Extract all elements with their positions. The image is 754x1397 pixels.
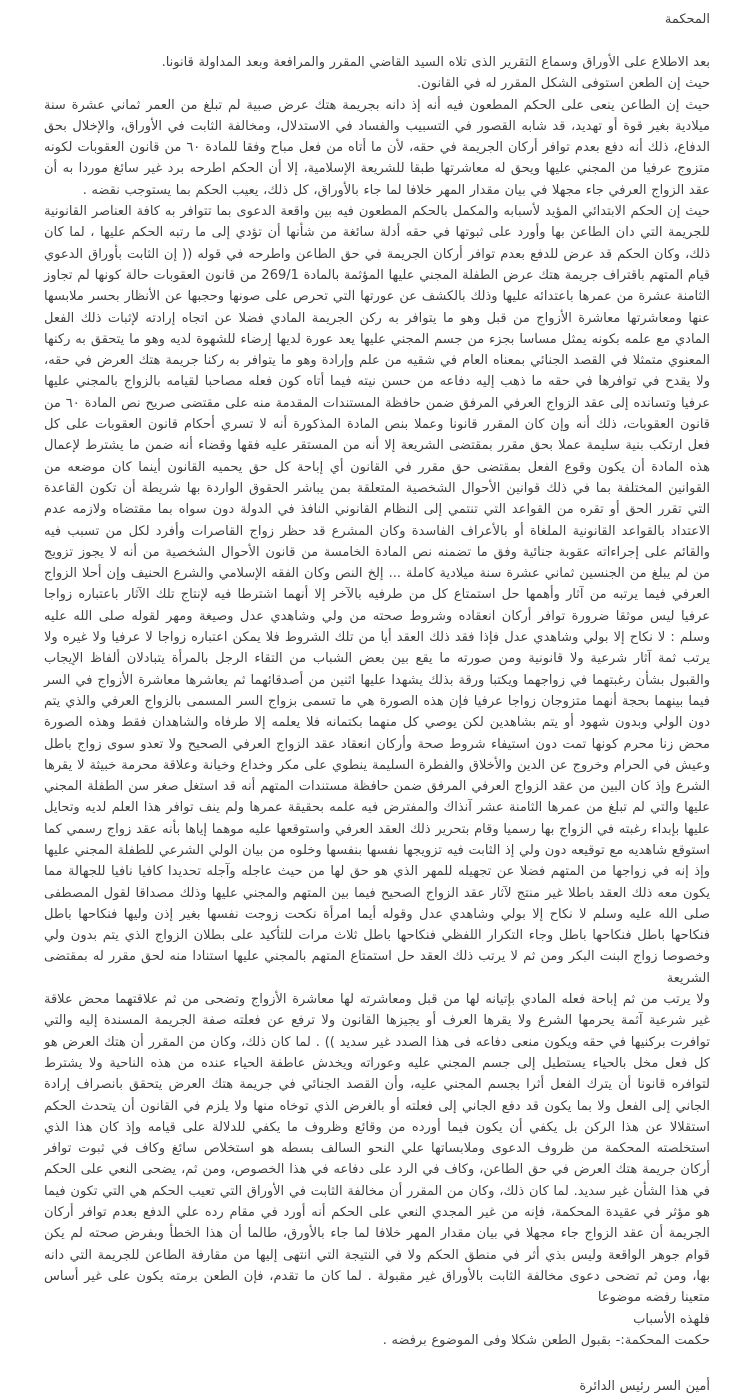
- signature-line: أمين السر رئيس الدائرة: [579, 1379, 710, 1395]
- paragraph-ruling: حكمت المحكمة:- بقبول الطعن شكلا وفى الموضوع برفضه .: [382, 1332, 710, 1348]
- paragraph-form-admissibility: حيث إن الطعن استوفى الشكل المقرر له في القانون.: [417, 76, 710, 92]
- paragraph-for-these-reasons: فلهذه الأسباب: [633, 1311, 710, 1327]
- paragraph-preamble: بعد الاطلاع على الأوراق وسماع التقرير الذى تلاه السيد القاضي المقرر والمرافعة وبعد المداولة قانونا.: [161, 55, 710, 70]
- paragraph-court-response: ولا يرتب من ثم إباحة فعله المادي بإتيانه لها من قبل ومعاشرته لها معاشرة الأزواج وتضحى من ثم علاقتهما محض علاقة غير شرعية آثمة يحرمها الشرع ولا يقرها العرف أو يجيزها القانون ولا ترفع عن فعلته صفة الجريمة المسندة إليه والتي توافرت بركنيها في حقه ويكون منعى دفاعه فى هذا الصدد غير سديد )) . لما كان ذلك، وكان من المقرر أن هتك العرض هو كل فعل مخل بالحياء يستطيل إلى جسم المجني عليه وعوراته ويخدش عاطفة الحياء عنده من هذه الناحية ولا يشترط لتوافره قانونا أن يترك الفعل أثرا بجسم المجني عليه، وأن القصد الجنائي في جريمة هتك العرض يتحقق بانصراف إرادة الجاني إلى الفعل ولا بما يكون قد دفع الجاني إلى فعلته أو بالغرض الذي توخاه منها ولا يلزم في القانون أن يتحدث الحكم استقلالا عن هذا الركن بل يكفي أن يكون فيما أورده من وقائع وظروف ما يكفي للدلالة على قيامه وإذ كان هذا الذي استخلصته المحكمة من ظروف الدعوى وملابساتها علي النحو السالف بسطه هو استخلاص سائغ وكاف في ثبوت توافر أركان جريمة هتك العرض في حق الطاعن، وكاف في الرد على دفاعه في هذا الخصوص، ومن ثم، يضحى النعي على الحكم في هذا الشأن غير سديد. لما كان ذلك، وكان من المقرر أن مخالفة الثابت في الأوراق التي تعيب الحكم هي التي تكون فيما هو مؤثر في عقيدة المحكمة، فإنه من غير المجدي النعي على الحكم أنه أورد في مقام رده علي الدفع بعدم توافر أركان الجريمة أن عقد الزواج جاء مجهلا في بيان مقدار المهر خلافا لما جاء بالأورق، طالما أن هذا الخطأ وبفرض صحته لم يكن قوام جوهر الواقعة وليس بذي أثر في منطق الحكم ولا في النتيجة التي انتهى إليها من مقارفة الطاعن للجريمة التي دانه بها، ومن ثم تضحى دعوى مخالفة الثابت بالأوراق غير مقبولة . لما كان ما تقدم، فإن الطعن برمته يكون على غير أساس متعينا رفضه موضوعا: [44, 992, 710, 1306]
- paragraph-court-reasoning: حيث إن الحكم الابتدائي المؤيد لأسبابه والمكمل بالحكم المطعون فيه بين واقعة الدعوى بما تتوافر به كافة العناصر القانونية للجريمة التي دان الطاعن بها وأورد على ثبوتها في حقه أدلة سائغة من شأنها أن تؤدي إلى ما رتبه الحكم عليها ، لما كان ذلك، وكان الحكم قد عرض للدفع بعدم توافر أركان الجريمة في حق الطاعن واطرحه في قوله (( إن الثابت بأوراق الدعوي قيام المتهم باقتراف جريمة هتك عرض الطفلة المجني عليها المؤثمة بالمادة 269/1 من قانون العقوبات حالة كونها لم تجاوز الثامنة عشرة من عمرها باعتدائه عليها وذلك بالكشف عن عورتها التي تحرص على صونها وحجبها عن الأنظار بحسر ملابسها عنها ومعاشرتها معاشرة الأزواج من قبل وهو ما يتوافر به ركن الجريمة المادي فضلا عن اتجاه إرادته لإثبات ذلك الفعل المادي مع علمه بكونه يمثل مساسا بجزء من جسم المجني عليها يعد عورة لديها إرضاء للشهوة لديه وهو ما يتحقق به ركنها المعنوي متمثلا في القصد الجنائي بمعناه العام في شقيه من علم وإرادة وهو ما يتوافر به ركنا جريمة هتك العرض في حقه، ولا يقدح في توافرها في حقه ما ذهب إليه دفاعه من حسن نيته فيما أتاه كون فعله مصاحبا لقيامه بالزواج بالمجني عليها عرفيا وتسانده إلى عقد الزواج العرفي المرفق ضمن حافظة المستندات المقدمة منه على مقتضى صريح نص المادة ٦٠ من قانون العقوبات، ذلك أنه وإن كان المقرر قانونا وعملا بنص المادة المذكورة أنه لا تسري أحكام قانون العقوبات على كل فعل ارتكب بنية سليمة عملا بحق مقرر بمقتضى الشريعة إلا أنه من المستقر عليه فقها وقضاء أنه ضمن ما يشترط لإعمال هذه المادة أن يكون وقوع الفعل بمقتضى حق مقرر في القانون أي إباحة كل حق يحميه القانون أينما كان موضعه من القوانين المختلفة بما في ذلك قوانين الأحوال الشخصية المتعلقة بمن يباشر الحقوق الواردة بها شريطة أن تكون القاعدة التي تقرر الحق أو تقره من القواعد التي تنتمي إلى النظام القانوني النافذ في الدولة دون سواه بما مقتضاه ولازمه عدم الاعتداد بالقواعد القانونية الملغاة أو بالأعراف الفاسدة وكان المشرع قد حظر زواج القاصرات وأفرد لكل من تسبب فيه والقائم على إجراءاته عقوبة جنائية وفق ما تضمنه نص المادة الخامسة من قانون الأحوال الشخصية من أنه لا يجوز تزويج من لم يبلغ من الجنسين ثماني عشرة سنة ميلادية كاملة ... إلخ النص وكان الفقه الإسلامي والشرع الحنيف وإن أحلا الزواج العرفي فيما يرتبه من آثار وأهمها حل استمتاع كل من طرفيه بالآخر إلا أنهما اشترطا فيه لإنتاج تلك الآثار باعتباره زواجا عرفيا ليس موثقا ضرورة توافر أركان انعقاده وشروط صحته من ولي وشاهدي عدل وصيغة ومهر لقوله صلى الله عليه وسلم : لا نكاح إلا بولي وشاهدي عدل فإذا فقد ذلك العقد أيا من تلك الشروط فلا يمكن اعتباره زواجا لا عرفيا ولا غيره ولا يرتب ثمة آثار شرعية ولا قانونية ومن صورته ما يقع بين بعض الشباب من التقاء الرجل بالمرأة يتبادلان ألفاظ الإيجاب والقبول بشأن رغبتهما في زواجهما ويكتبا ورقة بذلك يشهدا عليها اثنين من أصدقائهما ثم يعاشرها معاشرة الأزواج في السر فيما بينهما بحجة أنهما متزوجان زواجا عرفيا فإن هذه الصورة هي ما تسمى بزواج السر المسمى بالزواج العرفي والذي يتم دون الولي وبدون شهود أو يتم بشاهدين لكن يوصي كل منهما بكتمانه فلا يعلمه إلا طرفاه والشاهدان فقط وهذه الصورة محض زنا محرم كونها تمت دون استيفاء شروط صحة وأركان انعقاد عقد الزواج العرفي الصحيح ولا تعدو سوى زواج باطل وعيش في الحرام وخروج عن الدين والأخلاق والفطرة السليمة ينطوي على مكر وخداع وخيانة وعلاقة محرمة خبيثة لا يقرها الشرع وإذ كان البين من عقد الزواج العرفي المرفق ضمن حافظة مستندات المتهم أنه قد استغل صغر سن الطفلة المجني عليها والتي لم تبلغ من عمرها الثامنة عشر آنذاك والمفترض فيه علمه بحقيقة عمرها ولم ينف توافر هذا العلم لديه وتحايل عليها بإبداء رغبته في الزواج بها رسميا وقام بتحرير ذلك العقد العرفي واستوقعها عليه موهما إياها بأنه عقد زواج رسمي كما استوقع شاهديه مع توقيعه دون ولي إذ الثابت فيه تزويجها نفسها بنفسها وخلوه من بيان الولي الشرعي للطفلة المجني عليها وإذ إنه في زواجها من المتهم فضلا عن تجهيله للمهر الذي هو حق لها من حيث عاجله وآجله تحديدا كافيا نافيا للجهالة مما يكون معه ذلك العقد باطلا غير منتج لآثار عقد الزواج الصحيح فيما بين المتهم والمجني عليها وذلك مصداقا لقول المصطفى صلى الله عليه وسلم لا نكاح إلا بولي وشاهدي عدل وقوله أيما امرأة نكحت زوجت نفسها بغير إذن وليها فنكاحها باطل فنكاحها باطل فنكاحها باطل وجاء التكرار اللفظي فنكاحها باطل ثلاث مرات للتأكيد على بطلان الزواج الذي يتم بدون ولي وخصوصا زواج البنت البكر ومن ثم لا يرتب ذلك العقد حل استمتاع المتهم بالمجني عليها استنادا منه لحق مقرر له بمقتضى الشريعة: [44, 204, 711, 986]
- paragraph-appellant-grounds: حيث إن الطاعن ينعى على الحكم المطعون فيه أنه إذ دانه بجريمة هتك عرض صبية لم تبلغ من العمر ثماني عشرة سنة ميلادية بغير قوة أو تهديد، قد شابه القصور في التسبيب والفساد في الاستدلال، ومخالفة الثابت في الأوراق، والإخلال بحق الدفاع، ذلك أنه دفع بعدم توافر أركان الجريمة في حقه، لأن ما أتاه من فعل مباح وفقا للمادة ٦٠ من قانون العقوبات لكونه متزوج عرفيا من المجني عليها ويحق له معاشرتها طبقا للشريعة الإسلامية، إلا أن الحكم اطرحه برد غير سائغ موردا به أن عقد الزواج العرفي جاء مجهلا في بيان مقدار المهر خلافا لما جاء بالأوراق، كل ذلك، يعيب الحكم بما يستوجب نقضه .: [44, 97, 711, 198]
- document-title: المحكمة: [664, 12, 710, 27]
